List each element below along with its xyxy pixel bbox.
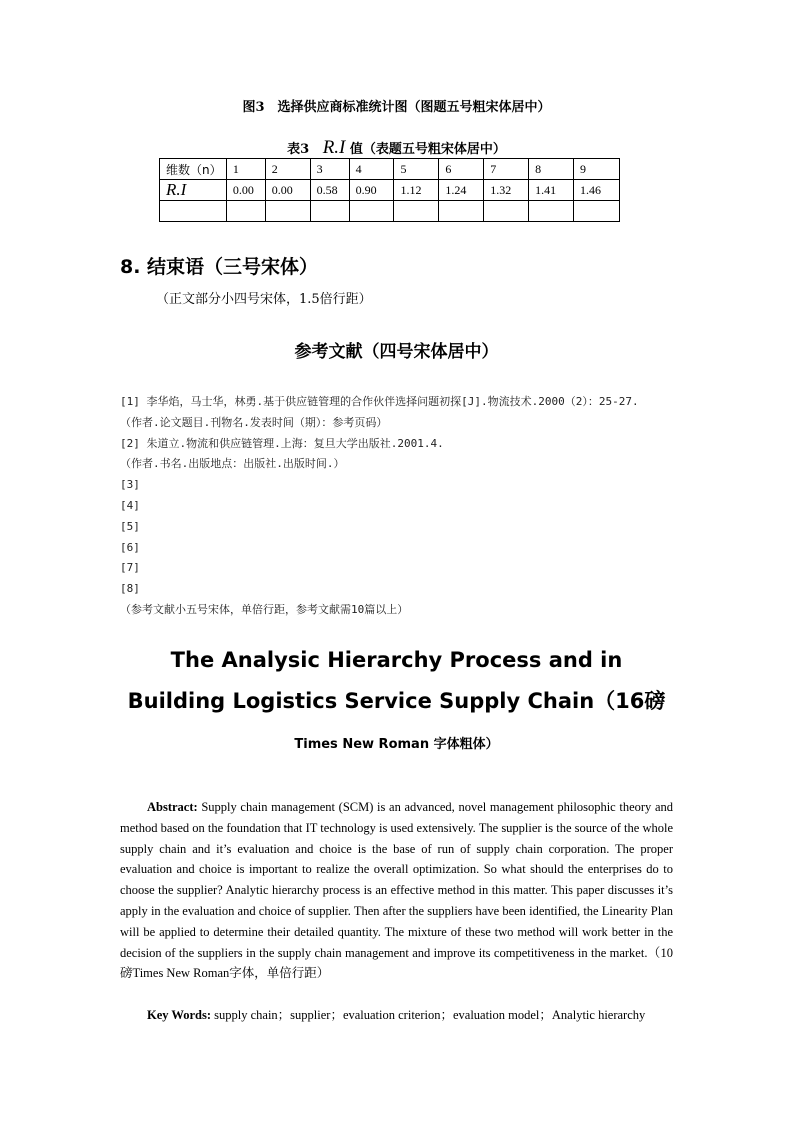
english-title-line-2: Building Logistics Service Supply Chain（16磅 (127, 689, 666, 713)
table-cell: 9 (574, 159, 620, 180)
abstract-paragraph (120, 797, 673, 984)
table-cell (160, 201, 227, 222)
english-title-line-1: The Analysic Hierarchy Process and in (170, 648, 623, 672)
table-cell: 1 (226, 159, 265, 180)
table-cell: 1.46 (574, 180, 620, 201)
references-title: 参考文献（四号宋体居中） (294, 342, 499, 362)
abstract-text: Supply chain management (SCM) is an advanced, novel management philosophic theory and method based on the foundation that IT technology is used extensively. The supplier is the source of the whole supply chain and it’s evaluation and choice is the base of run of supply chain corporation. The proper evaluation and choice is important to realize the overall optimization. So what should the enterprises do to choose the supplier? Analytic hierarchy process is an effective method in this matter. This paper discusses it’s apply in the evaluation and choice of supplier. Then after the suppliers have been identified, the Linearity Plan will be applied to determine their detailed quantity. The mixture of these two method will work better in the decision of the suppliers in the supply chain management and improve its competitiveness in the market.（10磅Times New Roman字体，单倍行距） (120, 800, 674, 981)
table-cell: 5 (394, 159, 439, 180)
table-cell (439, 201, 484, 222)
figure-caption: 图3 选择供应商标准统计图（图题五号粗宋体居中） (242, 100, 551, 115)
table-cell: 0.00 (265, 180, 310, 201)
reference-line: [6] (120, 540, 140, 554)
ri-table (159, 158, 620, 222)
table-cell: 1.41 (529, 180, 574, 201)
table-cell: 1.24 (439, 180, 484, 201)
reference-line: [8] (120, 582, 140, 596)
table-cell: 2 (265, 159, 310, 180)
table-cell (484, 201, 529, 222)
keywords-text: supply chain；supplier；evaluation criterion；evaluation model；Analytic hierarchy (214, 1008, 646, 1022)
keywords-line (120, 1005, 673, 1026)
reference-line: [5] (120, 519, 140, 533)
table-cell: 1.12 (394, 180, 439, 201)
english-title-line-3: Times New Roman 字体粗体） (294, 737, 499, 752)
abstract-label: Abstract: (147, 800, 198, 814)
reference-line: [3] (120, 478, 140, 492)
table-cell: 6 (439, 159, 484, 180)
reference-line: （作者.书名.出版地点：出版社.出版时间.） (120, 457, 345, 471)
table-cell (394, 201, 439, 222)
reference-line: [7] (120, 561, 140, 575)
table-cell (226, 201, 265, 222)
reference-line: （参考文献小五号宋体，单倍行距，参考文献需10篇以上） (120, 602, 409, 616)
table-cell: 4 (349, 159, 394, 180)
table-caption-suffix: 值（表题五号粗宋体居中） (349, 142, 506, 157)
table-row (160, 180, 620, 201)
references-list (120, 392, 680, 621)
reference-line: [1] 李华焰，马士华，林勇.基于供应链管理的合作伙伴选择问题初探[J].物流技术.2000（2）：25-27. (120, 395, 639, 408)
table-cell (574, 201, 620, 222)
table-cell: 1.32 (484, 180, 529, 201)
table-cell: 3 (310, 159, 349, 180)
keywords-label: Key Words: (147, 1008, 212, 1022)
table-caption-prefix: 表3 (287, 142, 310, 157)
table-cell (349, 201, 394, 222)
reference-line: （作者.论文题目.刊物名.发表时间（期）：参考页码） (120, 415, 388, 429)
table-cell: 0.00 (226, 180, 265, 201)
table-cell: R.I (160, 180, 227, 201)
table-cell (529, 201, 574, 222)
table-cell: 0.90 (349, 180, 394, 201)
table-cell: 0.58 (310, 180, 349, 201)
table-caption-ri: R.I (322, 137, 346, 158)
table-cell (265, 201, 310, 222)
table-caption (0, 137, 793, 159)
english-title (0, 640, 793, 722)
table-empty-row (160, 201, 620, 222)
section-heading: 8. 结束语（三号宋体） (120, 256, 319, 278)
section-note: （正文部分小四号宋体，1.5倍行距） (156, 292, 372, 307)
table-header-row (160, 159, 620, 180)
table-cell: 7 (484, 159, 529, 180)
reference-line: [2] 朱道立.物流和供应链管理.上海：复旦大学出版社.2001.4. (120, 436, 444, 450)
reference-line: [4] (120, 498, 140, 512)
table-cell: 维数（n） (160, 159, 227, 180)
table-cell (310, 201, 349, 222)
table-cell: 8 (529, 159, 574, 180)
